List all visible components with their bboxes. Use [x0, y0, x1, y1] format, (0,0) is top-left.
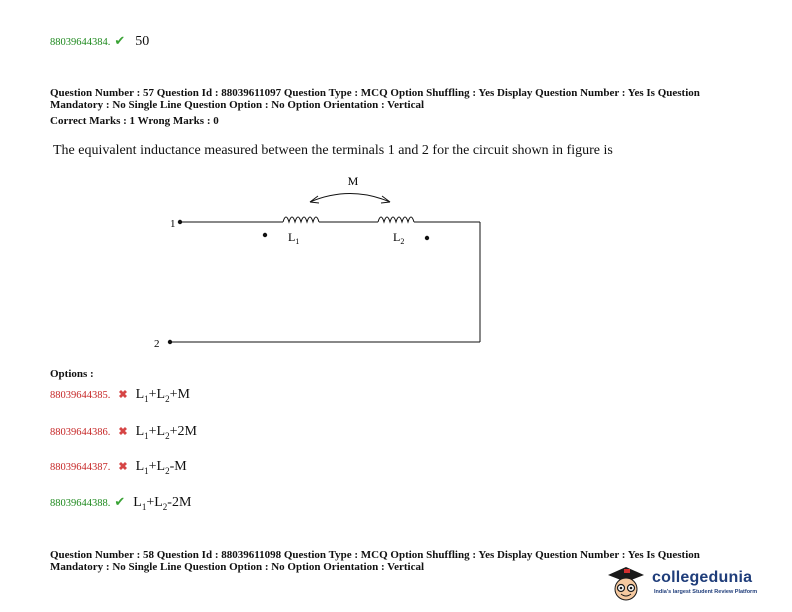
logo-wordmark: collegedunia — [652, 569, 753, 586]
option-3-text: $L_1+L_2-M$ — [135, 459, 187, 476]
logo-tagline: India's largest Student Review Platform — [654, 589, 758, 595]
cross-icon: ✖ — [118, 461, 128, 473]
circuit-diagram — [150, 165, 490, 355]
l1-polarity-dot — [263, 233, 267, 237]
prev-option-id: 88039644384. — [50, 37, 111, 48]
option-row-4 — [50, 493, 191, 512]
next-question-meta-line1: Question Number : 58 Question Id : 88039611098 Question Type : MCQ Option Shuffling : Yes Display Question Number : Yes Is Question — [50, 549, 700, 561]
cross-icon: ✖ — [118, 426, 128, 438]
question-marks: Correct Marks : 1 Wrong Marks : 0 — [50, 115, 219, 127]
question-meta — [50, 87, 770, 111]
collegedunia-logo — [604, 563, 788, 603]
option-row-2 — [50, 422, 197, 441]
option-1-id: 88039644385. — [50, 390, 111, 401]
question-meta-line2: Mandatory : No Single Line Question Option : No Option Orientation : Vertical — [50, 99, 425, 111]
option-1-text: $L_1+L_2+M$ — [135, 387, 190, 404]
option-3-id: 88039644387. — [50, 462, 111, 473]
option-4-text: $L_1+L_2-2M$ — [133, 495, 192, 512]
l1-label: $L_1$ — [288, 230, 300, 246]
options-label: Options : — [50, 368, 94, 380]
terminal-1-label: 1 — [170, 218, 176, 230]
terminal-2-dot — [168, 340, 172, 344]
option-2-text: $L_1+L_2+2M$ — [135, 424, 197, 441]
question-text: The equivalent inductance measured between the terminals 1 and 2 for the circuit shown in figure is — [53, 143, 613, 158]
question-meta-line1: Question Number : 57 Question Id : 88039611097 Question Type : MCQ Option Shuffling : Yes Display Question Number : Yes Is Question — [50, 87, 700, 99]
l2-polarity-dot — [425, 236, 429, 240]
mutual-arrow — [310, 194, 390, 203]
option-4-id: 88039644388. — [50, 498, 111, 509]
option-row-3 — [50, 457, 187, 476]
mutual-inductance-label: M — [347, 174, 359, 188]
cross-icon: ✖ — [118, 389, 128, 401]
check-icon: ✔ — [114, 494, 126, 509]
prev-answer-row — [50, 32, 149, 50]
option-row-1 — [50, 385, 190, 404]
option-2-id: 88039644386. — [50, 427, 111, 438]
inductor-l2 — [378, 217, 414, 222]
l2-label: $L_2$ — [393, 230, 405, 246]
next-question-meta-line2: Mandatory : No Single Line Question Option : No Option Orientation : Vertical — [50, 561, 425, 573]
check-icon: ✔ — [114, 33, 126, 48]
mascot-icon — [604, 563, 648, 603]
terminal-2-label: 2 — [154, 338, 160, 350]
prev-answer-value: 50 — [135, 34, 150, 49]
inductor-l1 — [283, 217, 319, 222]
